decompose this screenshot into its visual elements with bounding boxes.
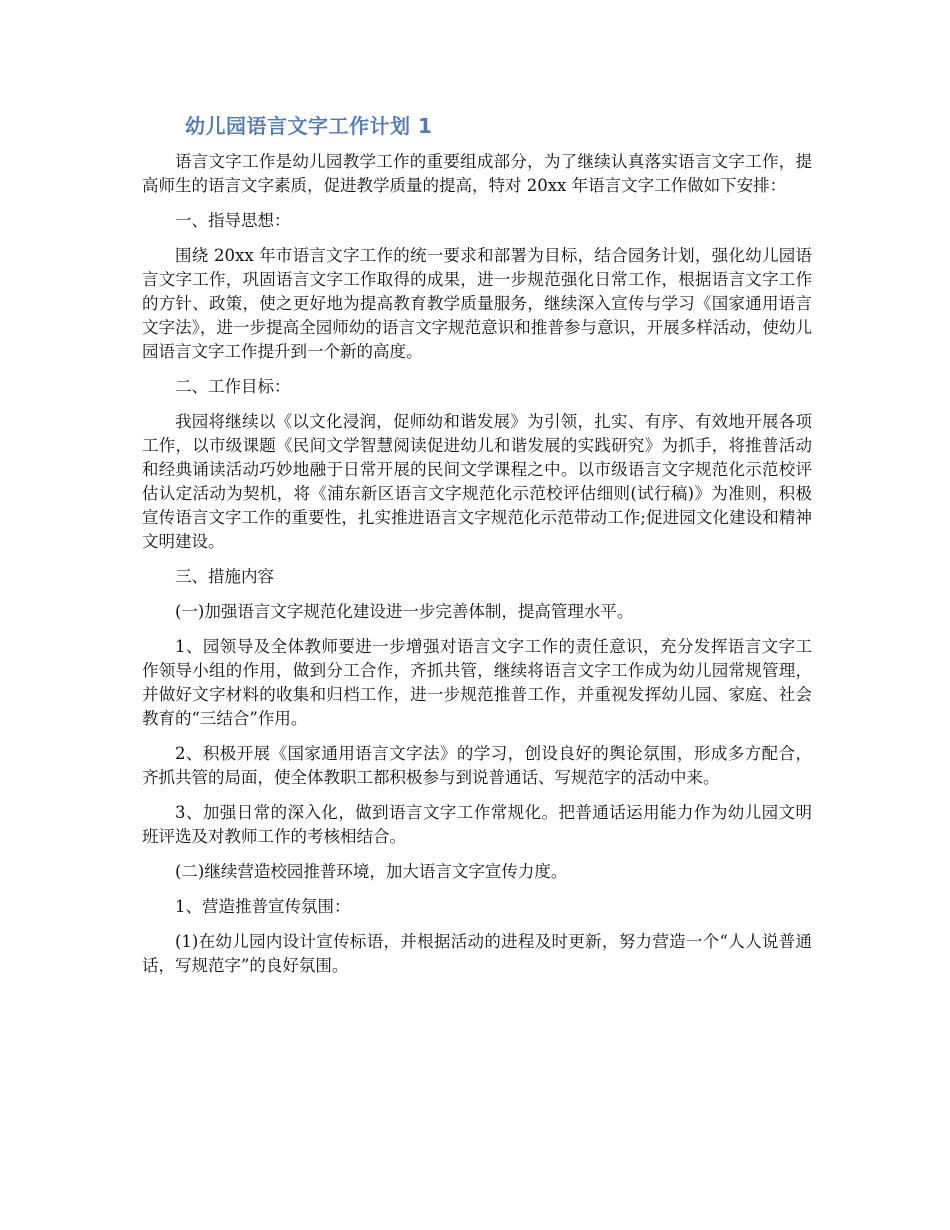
environment-subitem-1: (1)在幼儿园内设计宣传标语，并根据活动的进程及时更新，努力营造一个“人人说普通话，写规范字”的良好氛围。 xyxy=(142,932,812,975)
intro-paragraph: 语言文字工作是幼儿园教学工作的重要组成部分，为了继续认真落实语言文字工作，提高师生的语言文字素质，促进教学质量的提高，特对 20xx 年语言文字工作做如下安排： xyxy=(142,152,812,195)
subsection-heading-environment: (二)继续营造校园推普环境，加大语言文字宣传力度。 xyxy=(175,862,568,881)
subsection-heading-standardization: (一)加强语言文字规范化建设进一步完善体制，提高管理水平。 xyxy=(175,602,634,621)
measure-item-3: 3、加强日常的深入化，做到语言文字工作常规化。把普通话运用能力作为幼儿园文明班评选及对教师工作的考核相结合。 xyxy=(142,803,812,846)
work-goals-paragraph: 我园将继续以《以文化浸润，促师幼和谐发展》为引领，扎实、有序、有效地开展各项工作，以市级课题《民间文学智慧阅读促进幼儿和谐发展的实践研究》为抓手，将推普活动和经典诵读活动巧妙地融于日常开展的民间文学课程之中。以市级语言文字规范化示范校评估认定活动为契机，将《浦东新区语言文字规范化示范校评估细则(试行稿)》为准则，积极宣传语言文字工作的重要性，扎实推进语言文字规范化示范带动工作;促进园文化建设和精神文明建设。 xyxy=(142,412,812,551)
measure-item-2: 2、积极开展《国家通用语言文字法》的学习，创设良好的舆论氛围，形成多方配合，齐抓共管的局面，使全体教职工都积极参与到说普通话、写规范字的活动中来。 xyxy=(142,744,812,787)
section-heading-work-goals: 二、工作目标： xyxy=(175,377,291,396)
section-heading-measures: 三、措施内容 xyxy=(175,567,274,586)
guiding-thought-paragraph: 围绕 20xx 年市语言文字工作的统一要求和部署为目标，结合园务计划，强化幼儿园语言文字工作，巩固语言文字工作取得的成果，进一步规范强化日常工作，根据语言文字工作的方针、政策，使之更好地为提高教育教学质量服务，继续深入宣传与学习《国家通用语言文字法》，进一步提高全园师幼的语言文字规范意识和推普参与意识，开展多样活动，使幼儿园语言文字工作提升到一个新的高度。 xyxy=(142,246,812,361)
document-body xyxy=(142,150,812,989)
measure-item-1: 1、园领导及全体教师要进一步增强对语言文字工作的责任意识，充分发挥语言文字工作领导小组的作用，做到分工合作，齐抓共管，继续将语言文字工作成为幼儿园常规管理，并做好文字材料的收集和归档工作，进一步规范推普工作，并重视发挥幼儿园、家庭、社会教育的“三结合”作用。 xyxy=(142,637,812,728)
document-title: 幼儿园语言文字工作计划 1 xyxy=(185,114,433,138)
section-heading-guiding-thought: 一、指导思想： xyxy=(175,211,291,230)
environment-item-1: 1、营造推普宣传氛围： xyxy=(175,897,351,916)
